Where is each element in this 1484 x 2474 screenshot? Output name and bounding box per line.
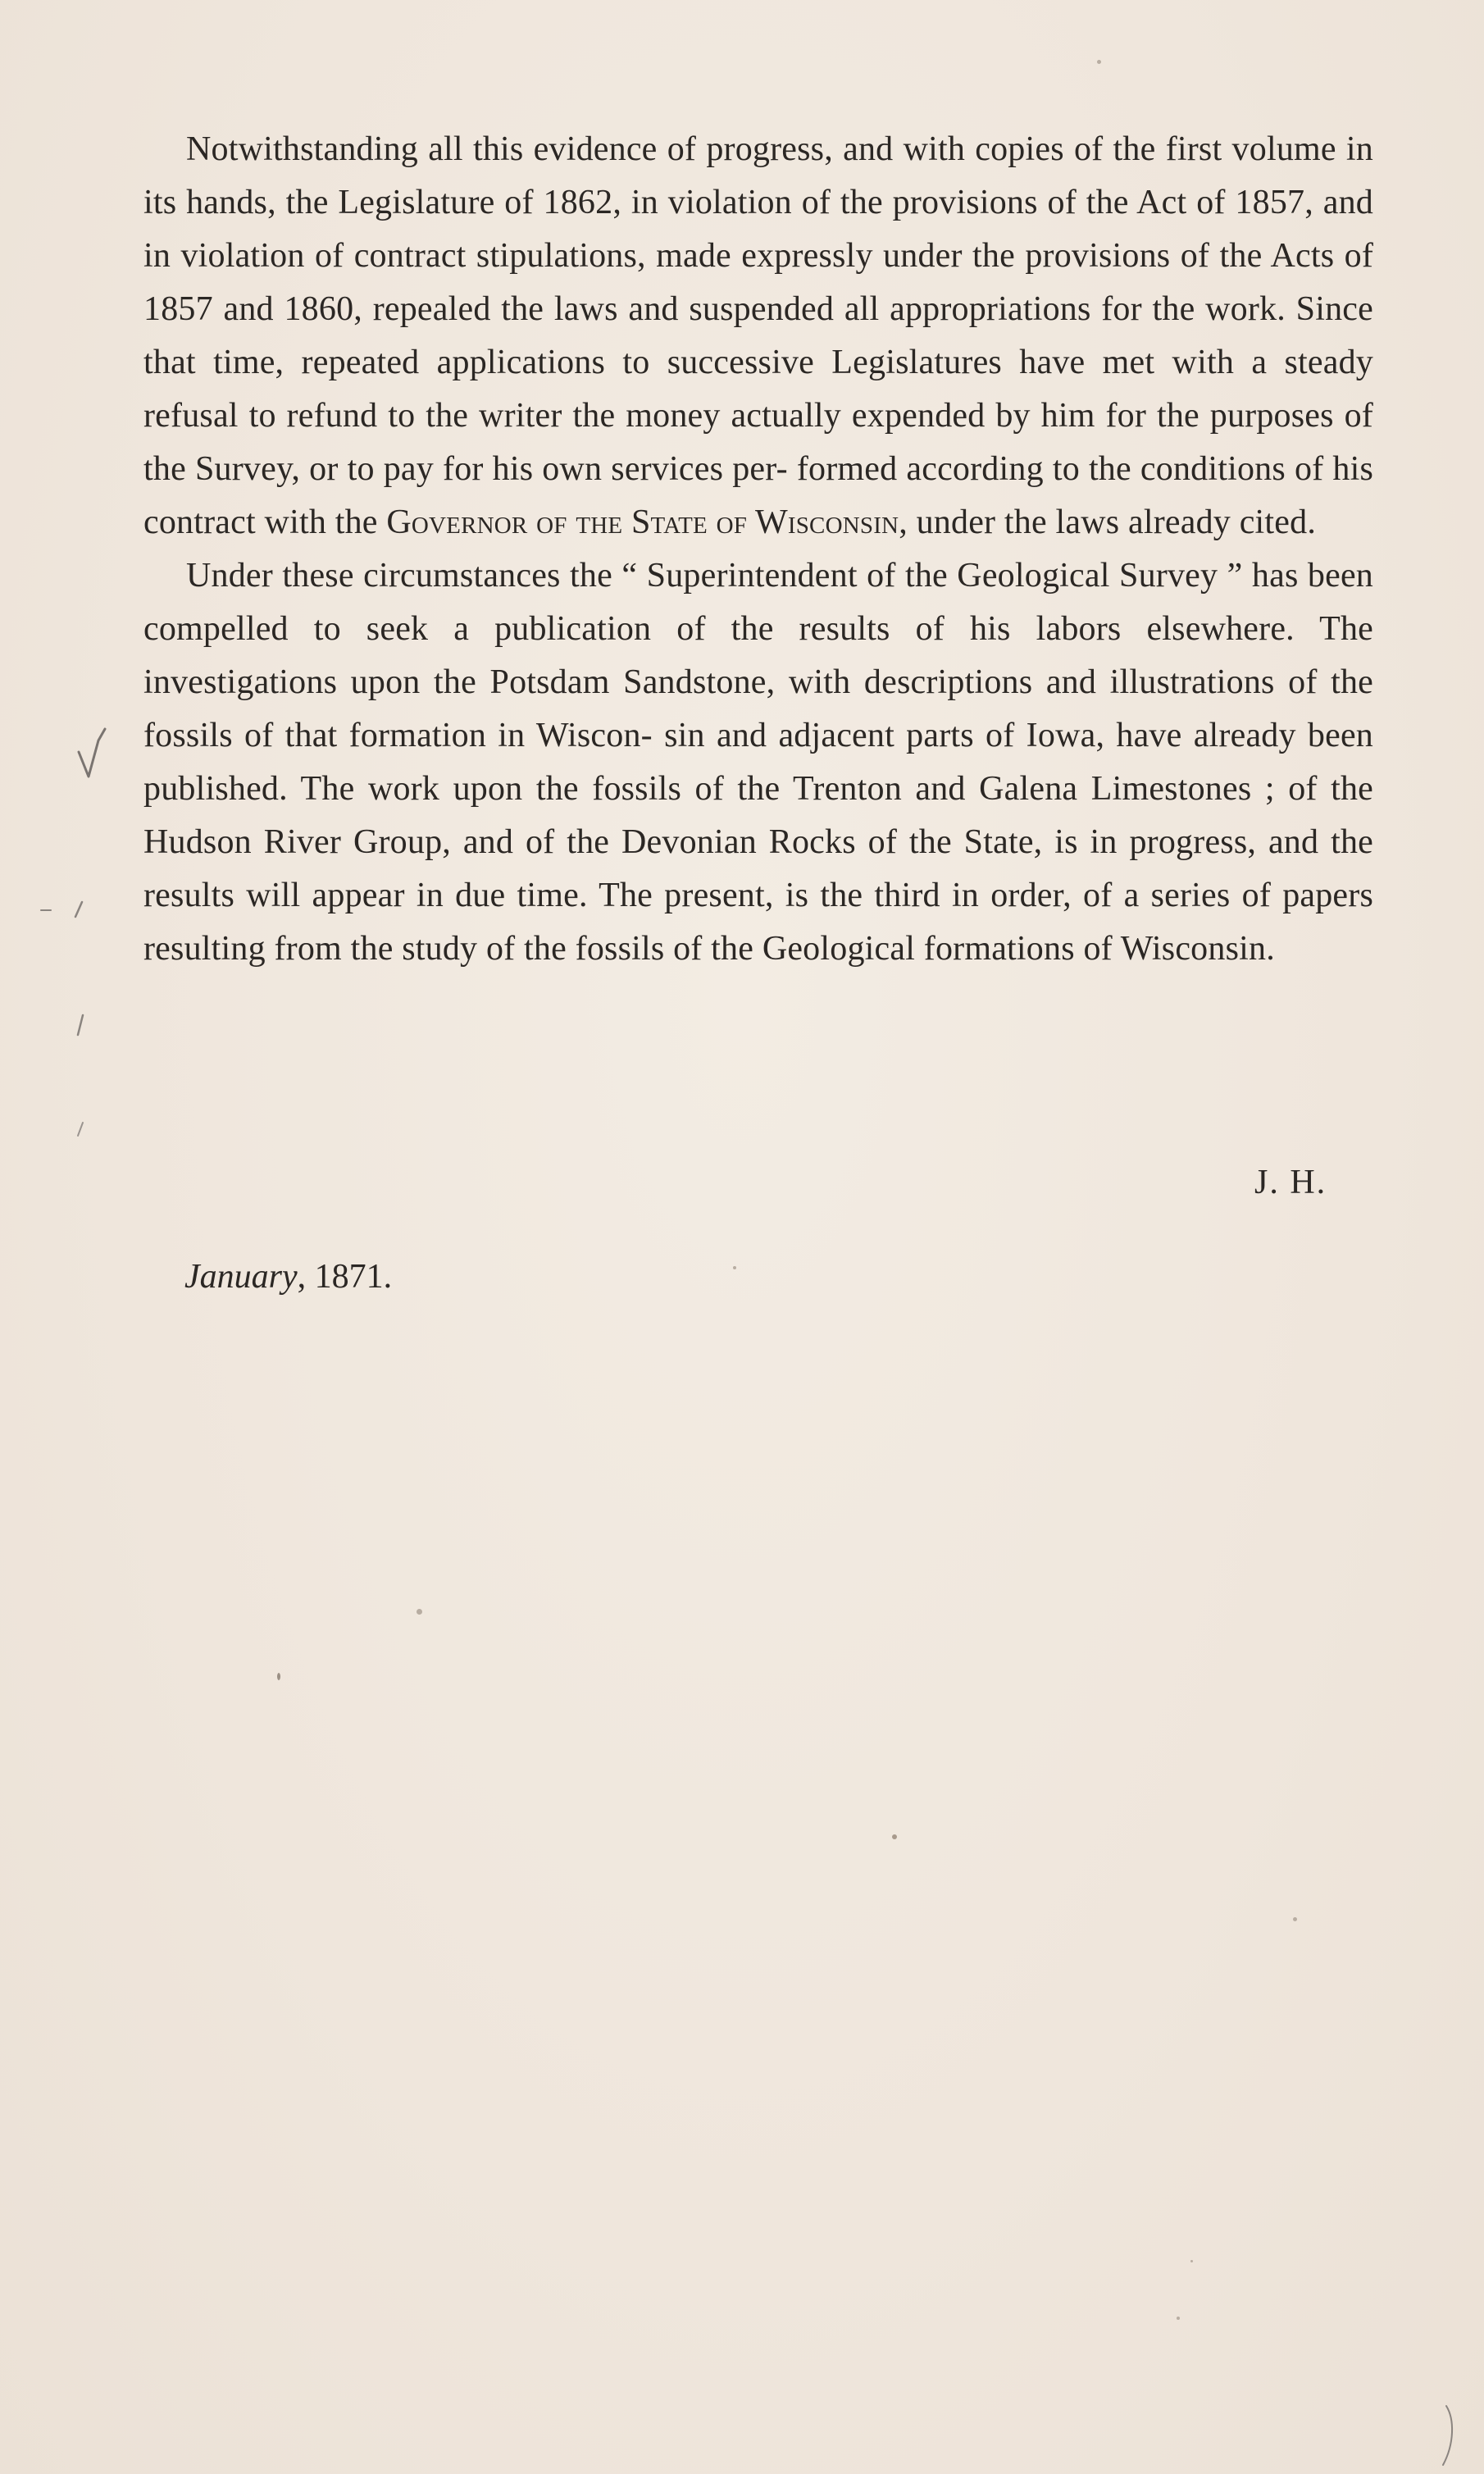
page-edge-mark-icon	[1427, 2403, 1459, 2468]
paper-speck	[1293, 1917, 1297, 1921]
body-text	[143, 123, 1373, 976]
dateline	[184, 1251, 392, 1304]
pencil-tick-mark-icon	[70, 1009, 94, 1041]
p1-line-6: that time, repeated applications to successive Legislatures have met with	[143, 344, 1235, 381]
paper-speck	[733, 1266, 736, 1269]
p2-line-6: upon the fossils of the Trenton and Galena Limestones ; of the Hudson	[143, 770, 1374, 861]
p2-line-7: River Group, and of the Devonian Rocks of the State, is in progress,	[263, 823, 1257, 861]
p2-line-2: Survey ” has been compelled to seek a publication of the results of his	[143, 557, 1374, 648]
date-year: , 1871.	[297, 1258, 393, 1296]
p1-line-9-start: formed according to the conditions of his contract with the	[143, 450, 1373, 541]
pencil-tick-mark-icon	[39, 894, 89, 927]
p1-smallcaps-phrase: Governor of the State of Wisconsin	[386, 503, 899, 541]
p2-line-5: sin and adjacent parts of Iowa, have already been published. The work	[143, 717, 1374, 808]
paragraph-1	[143, 123, 1373, 549]
p1-line-3: provisions of the Act of 1857, and in violation of contract stipulations,	[143, 184, 1373, 275]
p2-line-1: Under these circumstances the “ Superintendent of the Geological	[186, 557, 1110, 595]
pencil-tick-mark-icon	[70, 1111, 94, 1144]
p2-line-8: and the results will appear in due time. The present, is the third in	[143, 823, 1373, 914]
paper-speck	[1177, 2317, 1180, 2320]
p1-line-8: him for the purposes of the Survey, or to pay for his own services per-	[143, 397, 1373, 488]
p1-line-5: repealed the laws and suspended all appropriations for the work. Since	[372, 290, 1373, 328]
paper-speck	[892, 1834, 897, 1839]
p1-line-2: first volume in its hands, the Legislature of 1862, in violation of the	[143, 130, 1374, 221]
p2-line-4: descriptions and illustrations of the fossils of that formation in Wiscon-	[143, 663, 1373, 754]
paragraph-2	[143, 549, 1373, 976]
p2-line-10: Geological formations of Wisconsin.	[762, 930, 1275, 968]
date-month: January	[184, 1258, 298, 1296]
paper-speck	[417, 1609, 422, 1615]
p2-line-3: labors elsewhere. The investigations upon the Potsdam Sandstone, with	[143, 610, 1374, 701]
pencil-check-mark-icon	[74, 726, 115, 783]
signature-initials: J. H.	[1254, 1164, 1327, 1201]
paper-speck	[277, 1673, 280, 1680]
p2-line-9: order, of a series of papers resulting from the study of the fossils of the	[143, 877, 1374, 968]
p1-line-1: Notwithstanding all this evidence of progress, and with copies of the	[186, 130, 1156, 168]
p1-line-9-end: , under the laws already cited.	[899, 503, 1317, 541]
p1-line-7: a steady refusal to refund to the writer the money actually expended by	[143, 344, 1373, 435]
p1-line-4: made expressly under the provisions of the Acts of 1857 and 1860,	[143, 237, 1374, 328]
paper-speck	[1190, 2260, 1193, 2262]
paper-speck	[1097, 60, 1101, 64]
